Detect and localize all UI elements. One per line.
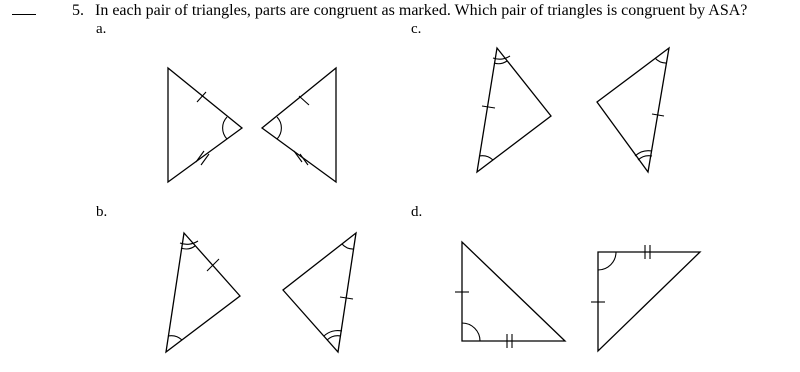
- choice-d-label: d.: [411, 204, 423, 220]
- question-number: 5.: [72, 2, 84, 19]
- pair-a-left-triangle: [168, 68, 242, 182]
- choice-b-label: b.: [96, 204, 108, 220]
- pair-d-left-triangle: [455, 242, 565, 348]
- choice-c-label: c.: [411, 21, 422, 37]
- pair-b-right-triangle: [283, 233, 356, 352]
- pair-c-left-triangle: [477, 48, 551, 172]
- choice-a-label: a.: [96, 21, 107, 37]
- pair-d-right-triangle: [591, 245, 700, 351]
- pair-a-right-triangle: [262, 68, 336, 182]
- question-text: In each pair of triangles, parts are congruent as marked. Which pair of triangles is congruent by ASA?: [95, 2, 748, 19]
- pair-c-right-triangle: [597, 48, 669, 172]
- pair-b-left-triangle: [166, 233, 240, 352]
